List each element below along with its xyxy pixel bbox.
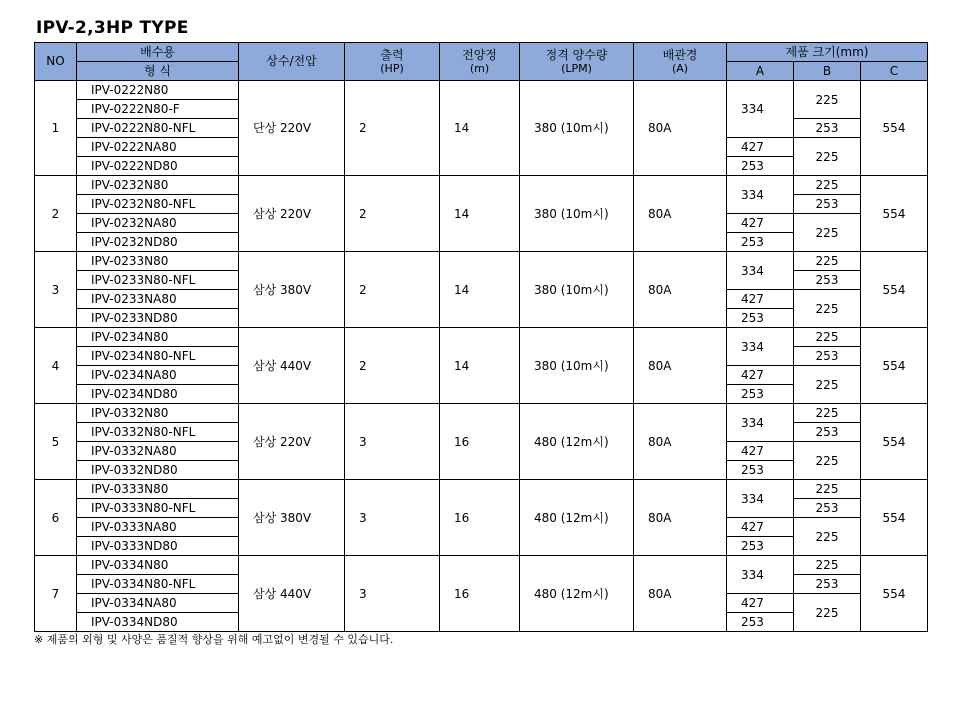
head-cell: 14 [440,252,520,328]
table-row [35,480,928,499]
table-row [35,176,928,195]
model-cell: IPV-0332N80-NFL [77,423,239,442]
model-cell: IPV-0334N80-NFL [77,575,239,594]
model-cell: IPV-0334N80 [77,556,239,575]
size-b-cell: 225 [794,252,861,271]
output-cell: 2 [345,252,440,328]
size-a-cell: 253 [727,233,794,252]
header-size-a: A [727,62,794,81]
model-cell: IPV-0233ND80 [77,309,239,328]
table-row [35,556,928,575]
head-cell: 16 [440,480,520,556]
size-c-cell: 554 [861,404,928,480]
size-a-cell: 427 [727,518,794,537]
size-a-cell: 334 [727,480,794,518]
head-cell: 16 [440,556,520,632]
size-a-cell: 334 [727,176,794,214]
size-b-cell: 253 [794,499,861,518]
size-a-cell: 253 [727,309,794,328]
output-cell: 3 [345,480,440,556]
size-c-cell: 554 [861,328,928,404]
size-b-cell: 253 [794,423,861,442]
header-output-unit: (HP) [380,61,404,75]
model-cell: IPV-0332NA80 [77,442,239,461]
header-pipe [634,43,727,81]
table-row [35,81,928,100]
size-a-cell: 253 [727,613,794,632]
voltage-cell: 삼상 440V [239,556,345,632]
size-c-cell: 554 [861,480,928,556]
size-a-cell: 427 [727,214,794,233]
model-cell: IPV-0333N80 [77,480,239,499]
row-no: 5 [35,404,77,480]
model-cell: IPV-0232N80-NFL [77,195,239,214]
table-header [35,43,928,81]
model-cell: IPV-0222N80 [77,81,239,100]
voltage-cell: 단상 220V [239,81,345,176]
header-model-top: 배수용 [77,43,239,62]
size-b-cell: 225 [794,290,861,328]
pipe-cell: 80A [634,404,727,480]
size-a-cell: 427 [727,442,794,461]
head-cell: 14 [440,176,520,252]
pipe-cell: 80A [634,176,727,252]
header-size-b: B [794,62,861,81]
model-cell: IPV-0222N80-F [77,100,239,119]
model-cell: IPV-0222NA80 [77,138,239,157]
row-no: 2 [35,176,77,252]
header-size: 제품 크기(mm) [727,43,928,62]
header-pipe-label: 배관경 [662,47,698,62]
header-flow [520,43,634,81]
size-b-cell: 225 [794,366,861,404]
voltage-cell: 삼상 380V [239,252,345,328]
model-cell: IPV-0334NA80 [77,594,239,613]
size-b-cell: 225 [794,176,861,195]
model-cell: IPV-0333ND80 [77,537,239,556]
pipe-cell: 80A [634,328,727,404]
table-row [35,328,928,347]
size-b-cell: 225 [794,328,861,347]
row-no: 6 [35,480,77,556]
row-no: 3 [35,252,77,328]
model-cell: IPV-0232NA80 [77,214,239,233]
page-title: IPV-2,3HP TYPE [36,18,189,38]
size-b-cell: 225 [794,594,861,632]
voltage-cell: 삼상 220V [239,176,345,252]
header-output [345,43,440,81]
head-cell: 14 [440,81,520,176]
size-a-cell: 427 [727,594,794,613]
output-cell: 3 [345,404,440,480]
model-cell: IPV-0333NA80 [77,518,239,537]
size-b-cell: 225 [794,404,861,423]
header-pipe-unit: (A) [671,61,689,75]
header-head [440,43,520,81]
model-cell: IPV-0233N80 [77,252,239,271]
header-output-label: 출력 [380,47,404,62]
flow-cell: 480 (12m시) [520,480,634,556]
header-head-unit: (m) [469,61,490,75]
size-a-cell: 334 [727,252,794,290]
model-cell: IPV-0234NA80 [77,366,239,385]
table-body [35,81,928,632]
row-no: 1 [35,81,77,176]
size-b-cell: 225 [794,556,861,575]
voltage-cell: 삼상 220V [239,404,345,480]
size-c-cell: 554 [861,81,928,176]
header-flow-label: 정격 양수량 [545,47,608,62]
model-cell: IPV-0332N80 [77,404,239,423]
pipe-cell: 80A [634,81,727,176]
pipe-cell: 80A [634,252,727,328]
model-cell: IPV-0232N80 [77,176,239,195]
model-cell: IPV-0233N80-NFL [77,271,239,290]
header-size-c: C [861,62,928,81]
flow-cell: 380 (10m시) [520,81,634,176]
model-cell: IPV-0234N80 [77,328,239,347]
model-cell: IPV-0234N80-NFL [77,347,239,366]
spec-table [34,42,928,632]
size-a-cell: 334 [727,556,794,594]
output-cell: 2 [345,328,440,404]
model-cell: IPV-0234ND80 [77,385,239,404]
model-cell: IPV-0333N80-NFL [77,499,239,518]
row-no: 7 [35,556,77,632]
voltage-cell: 삼상 380V [239,480,345,556]
head-cell: 14 [440,328,520,404]
size-a-cell: 334 [727,81,794,138]
size-a-cell: 253 [727,385,794,404]
model-cell: IPV-0232ND80 [77,233,239,252]
row-no: 4 [35,328,77,404]
model-cell: IPV-0233NA80 [77,290,239,309]
size-a-cell: 253 [727,537,794,556]
output-cell: 3 [345,556,440,632]
size-b-cell: 225 [794,81,861,119]
size-c-cell: 554 [861,176,928,252]
size-c-cell: 554 [861,252,928,328]
size-b-cell: 253 [794,119,861,138]
model-cell: IPV-0222ND80 [77,157,239,176]
size-a-cell: 253 [727,461,794,480]
pipe-cell: 80A [634,480,727,556]
size-a-cell: 427 [727,366,794,385]
size-c-cell: 554 [861,556,928,632]
size-a-cell: 427 [727,290,794,309]
size-a-cell: 334 [727,404,794,442]
size-b-cell: 253 [794,575,861,594]
header-head-label: 전양정 [462,47,497,62]
footnote: ※ 제품의 외형 및 사양은 품질적 향상을 위해 예고없이 변경될 수 있습니다. [34,633,394,646]
flow-cell: 380 (10m시) [520,328,634,404]
pipe-cell: 80A [634,556,727,632]
size-b-cell: 225 [794,214,861,252]
size-b-cell: 253 [794,347,861,366]
flow-cell: 480 (12m시) [520,404,634,480]
size-b-cell: 225 [794,480,861,499]
table-row [35,252,928,271]
flow-cell: 480 (12m시) [520,556,634,632]
voltage-cell: 삼상 440V [239,328,345,404]
model-cell: IPV-0222N80-NFL [77,119,239,138]
size-a-cell: 334 [727,328,794,366]
size-a-cell: 253 [727,157,794,176]
model-cell: IPV-0334ND80 [77,613,239,632]
flow-cell: 380 (10m시) [520,176,634,252]
size-a-cell: 427 [727,138,794,157]
output-cell: 2 [345,176,440,252]
model-cell: IPV-0332ND80 [77,461,239,480]
flow-cell: 380 (10m시) [520,252,634,328]
size-b-cell: 225 [794,138,861,176]
size-b-cell: 253 [794,271,861,290]
header-flow-unit: (LPM) [561,61,592,75]
header-phase-voltage: 상수/전압 [239,43,345,81]
size-b-cell: 225 [794,518,861,556]
size-b-cell: 225 [794,442,861,480]
size-b-cell: 253 [794,195,861,214]
output-cell: 2 [345,81,440,176]
table-row [35,404,928,423]
header-no: NO [35,43,77,81]
head-cell: 16 [440,404,520,480]
header-model-bottom: 형 식 [77,62,239,81]
